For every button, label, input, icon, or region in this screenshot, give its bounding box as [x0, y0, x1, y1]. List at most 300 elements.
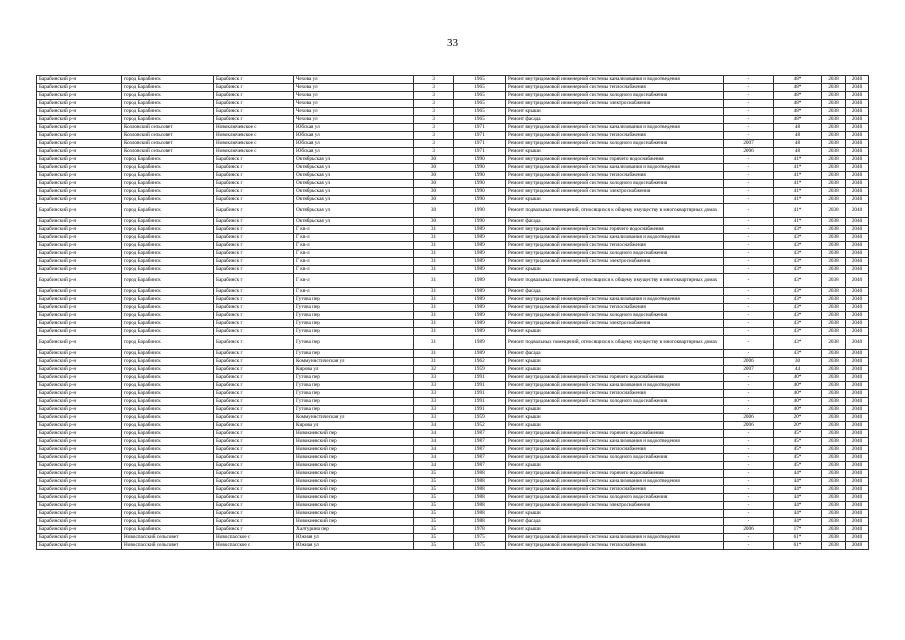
work-type-cell: Ремонт внутридомовой инженерной системы электроснабжения: [506, 258, 724, 266]
house-number-cell: 30: [414, 204, 454, 218]
last-repair-year-cell: -: [724, 470, 774, 478]
house-number-cell: 31: [414, 234, 454, 242]
district-cell: Барабинский р-н: [37, 454, 122, 462]
work-type-cell: Ремонт внутридомовой инженерной системы холодного водоснабжения: [506, 180, 724, 188]
last-repair-year-cell: -: [724, 196, 774, 204]
municipality-cell: город Барабинск: [122, 526, 214, 534]
plan-start-year-cell: 2038: [822, 76, 846, 84]
house-number-cell: 35: [414, 526, 454, 534]
work-type-cell: Ремонт внутридомовой инженерной системы теплоснабжения: [506, 132, 724, 140]
street-cell: Гутова пер: [294, 382, 414, 390]
house-number-cell: 3: [414, 116, 454, 124]
wear-percent-cell: 48*: [774, 76, 822, 84]
wear-percent-cell: 48: [774, 140, 822, 148]
locality-cell: Барабинск г: [214, 116, 294, 124]
plan-end-year-cell: 2040: [846, 486, 869, 494]
wear-percent-cell: 45*: [774, 462, 822, 470]
municipality-cell: город Барабинск: [122, 84, 214, 92]
plan-end-year-cell: 2040: [846, 164, 869, 172]
plan-start-year-cell: 2038: [822, 486, 846, 494]
table-row: [37, 180, 869, 188]
plan-end-year-cell: 2040: [846, 510, 869, 518]
work-type-cell: Ремонт крыши: [506, 328, 724, 336]
district-cell: Барабинский р-н: [37, 180, 122, 188]
build-year-cell: 1988: [454, 470, 506, 478]
municipality-cell: Козловский сельсовет: [122, 148, 214, 156]
street-cell: Новокиевский пер: [294, 462, 414, 470]
locality-cell: Барабинск г: [214, 258, 294, 266]
wear-percent-cell: 44*: [774, 494, 822, 502]
house-number-cell: 33: [414, 374, 454, 382]
build-year-cell: 1952: [454, 422, 506, 430]
locality-cell: Барабинск г: [214, 382, 294, 390]
page-number: 33: [447, 37, 458, 49]
work-type-cell: Ремонт крыши: [506, 196, 724, 204]
municipality-cell: город Барабинск: [122, 274, 214, 288]
street-cell: Новокиевский пер: [294, 502, 414, 510]
municipality-cell: город Барабинск: [122, 336, 214, 350]
street-cell: Гутова пер: [294, 320, 414, 328]
municipality-cell: город Барабинск: [122, 180, 214, 188]
house-number-cell: 3: [414, 132, 454, 140]
last-repair-year-cell: -: [724, 108, 774, 116]
plan-start-year-cell: 2038: [822, 108, 846, 116]
last-repair-year-cell: 2006: [724, 526, 774, 534]
table-row: [37, 164, 869, 172]
district-cell: Барабинский р-н: [37, 274, 122, 288]
build-year-cell: 1971: [454, 132, 506, 140]
last-repair-year-cell: -: [724, 446, 774, 454]
table-row: [37, 382, 869, 390]
work-type-cell: Ремонт крыши: [506, 462, 724, 470]
last-repair-year-cell: -: [724, 242, 774, 250]
plan-start-year-cell: 2038: [822, 124, 846, 132]
district-cell: Барабинский р-н: [37, 328, 122, 336]
district-cell: Барабинский р-н: [37, 478, 122, 486]
table-row: [37, 510, 869, 518]
locality-cell: Барабинск г: [214, 390, 294, 398]
last-repair-year-cell: -: [724, 116, 774, 124]
locality-cell: Новоключевское с: [214, 148, 294, 156]
work-type-cell: Ремонт внутридомовой инженерной системы канализования и водоотведения: [506, 438, 724, 446]
wear-percent-cell: 40*: [774, 406, 822, 414]
plan-end-year-cell: 2040: [846, 478, 869, 486]
plan-start-year-cell: 2038: [822, 266, 846, 274]
wear-percent-cell: 40*: [774, 382, 822, 390]
street-cell: Гутова пер: [294, 328, 414, 336]
wear-percent-cell: 43*: [774, 288, 822, 296]
street-cell: Новокиевский пер: [294, 494, 414, 502]
municipality-cell: город Барабинск: [122, 510, 214, 518]
wear-percent-cell: 43*: [774, 274, 822, 288]
district-cell: Барабинский р-н: [37, 430, 122, 438]
table-row: [37, 414, 869, 422]
table-row: [37, 188, 869, 196]
plan-start-year-cell: 2038: [822, 454, 846, 462]
street-cell: Коммунистическая ул: [294, 414, 414, 422]
house-number-cell: 31: [414, 350, 454, 358]
build-year-cell: 1965: [454, 76, 506, 84]
plan-end-year-cell: 2040: [846, 196, 869, 204]
street-cell: Чехова ул: [294, 84, 414, 92]
table-row: [37, 196, 869, 204]
locality-cell: Барабинск г: [214, 478, 294, 486]
plan-end-year-cell: 2040: [846, 414, 869, 422]
plan-start-year-cell: 2038: [822, 258, 846, 266]
plan-start-year-cell: 2038: [822, 84, 846, 92]
house-number-cell: 31: [414, 296, 454, 304]
last-repair-year-cell: -: [724, 320, 774, 328]
plan-end-year-cell: 2040: [846, 358, 869, 366]
locality-cell: Барабинск г: [214, 92, 294, 100]
plan-start-year-cell: 2038: [822, 172, 846, 180]
street-cell: Гутова пер: [294, 398, 414, 406]
wear-percent-cell: 43*: [774, 336, 822, 350]
street-cell: Гутова пер: [294, 390, 414, 398]
district-cell: Барабинский р-н: [37, 382, 122, 390]
locality-cell: Барабинск г: [214, 234, 294, 242]
wear-percent-cell: 43*: [774, 328, 822, 336]
work-type-cell: Ремонт внутридомовой инженерной системы канализования и водоотведения: [506, 164, 724, 172]
locality-cell: Барабинск г: [214, 422, 294, 430]
plan-end-year-cell: 2040: [846, 422, 869, 430]
wear-percent-cell: 48*: [774, 84, 822, 92]
house-number-cell: 31: [414, 258, 454, 266]
build-year-cell: 1971: [454, 140, 506, 148]
last-repair-year-cell: -: [724, 382, 774, 390]
table-row: [37, 304, 869, 312]
municipality-cell: город Барабинск: [122, 172, 214, 180]
house-number-cell: 31: [414, 320, 454, 328]
house-number-cell: 35: [414, 518, 454, 526]
locality-cell: Барабинск г: [214, 164, 294, 172]
district-cell: Барабинский р-н: [37, 100, 122, 108]
plan-start-year-cell: 2038: [822, 274, 846, 288]
last-repair-year-cell: -: [724, 226, 774, 234]
house-number-cell: 30: [414, 196, 454, 204]
work-type-cell: Ремонт внутридомовой инженерной системы канализования и водоотведения: [506, 478, 724, 486]
street-cell: Южная ул: [294, 542, 414, 550]
locality-cell: Барабинск г: [214, 470, 294, 478]
plan-start-year-cell: 2038: [822, 304, 846, 312]
work-type-cell: Ремонт внутридомовой инженерной системы холодного водоснабжения: [506, 494, 724, 502]
table-row: [37, 296, 869, 304]
work-type-cell: Ремонт крыши: [506, 422, 724, 430]
locality-cell: Барабинск г: [214, 502, 294, 510]
wear-percent-cell: 44: [774, 366, 822, 374]
locality-cell: Барабинск г: [214, 226, 294, 234]
work-type-cell: Ремонт крыши: [506, 526, 724, 534]
build-year-cell: 1988: [454, 494, 506, 502]
work-type-cell: Ремонт внутридомовой инженерной системы теплоснабжения: [506, 84, 724, 92]
plan-end-year-cell: 2040: [846, 430, 869, 438]
house-number-cell: 30: [414, 164, 454, 172]
district-cell: Барабинский р-н: [37, 188, 122, 196]
plan-end-year-cell: 2040: [846, 288, 869, 296]
wear-percent-cell: 43*: [774, 304, 822, 312]
locality-cell: Барабинск г: [214, 526, 294, 534]
build-year-cell: 1989: [454, 258, 506, 266]
wear-percent-cell: 43*: [774, 350, 822, 358]
work-type-cell: Ремонт крыши: [506, 148, 724, 156]
plan-start-year-cell: 2038: [822, 462, 846, 470]
plan-end-year-cell: 2040: [846, 454, 869, 462]
build-year-cell: 1989: [454, 250, 506, 258]
wear-percent-cell: 44*: [774, 510, 822, 518]
street-cell: Новокиевский пер: [294, 470, 414, 478]
last-repair-year-cell: 2007: [724, 140, 774, 148]
plan-start-year-cell: 2038: [822, 542, 846, 550]
house-number-cell: 35: [414, 502, 454, 510]
plan-start-year-cell: 2038: [822, 430, 846, 438]
house-number-cell: 35: [414, 510, 454, 518]
plan-start-year-cell: 2038: [822, 494, 846, 502]
work-type-cell: Ремонт внутридомовой инженерной системы холодного водоснабжения: [506, 398, 724, 406]
locality-cell: Барабинск г: [214, 288, 294, 296]
district-cell: Барабинский р-н: [37, 312, 122, 320]
district-cell: Барабинский р-н: [37, 526, 122, 534]
build-year-cell: 1989: [454, 288, 506, 296]
plan-end-year-cell: 2040: [846, 100, 869, 108]
plan-end-year-cell: 2040: [846, 438, 869, 446]
wear-percent-cell: 48: [774, 124, 822, 132]
build-year-cell: 1965: [454, 116, 506, 124]
house-number-cell: 31: [414, 288, 454, 296]
locality-cell: Барабинск г: [214, 312, 294, 320]
wear-percent-cell: 45*: [774, 454, 822, 462]
street-cell: Юбская ул: [294, 132, 414, 140]
street-cell: Гутова пер: [294, 374, 414, 382]
plan-start-year-cell: 2038: [822, 502, 846, 510]
municipality-cell: город Барабинск: [122, 76, 214, 84]
table-row: [37, 274, 869, 288]
wear-percent-cell: 44*: [774, 486, 822, 494]
municipality-cell: город Барабинск: [122, 390, 214, 398]
build-year-cell: 1989: [454, 234, 506, 242]
last-repair-year-cell: -: [724, 312, 774, 320]
locality-cell: Барабинск г: [214, 406, 294, 414]
house-number-cell: 31: [414, 266, 454, 274]
house-number-cell: 3: [414, 92, 454, 100]
street-cell: Чехова ул: [294, 76, 414, 84]
plan-start-year-cell: 2038: [822, 250, 846, 258]
municipality-cell: город Барабинск: [122, 320, 214, 328]
wear-percent-cell: 43*: [774, 296, 822, 304]
house-number-cell: 31: [414, 250, 454, 258]
municipality-cell: город Барабинск: [122, 92, 214, 100]
build-year-cell: 1989: [454, 304, 506, 312]
plan-end-year-cell: 2040: [846, 398, 869, 406]
wear-percent-cell: 61*: [774, 534, 822, 542]
wear-percent-cell: 43*: [774, 226, 822, 234]
last-repair-year-cell: -: [724, 494, 774, 502]
plan-end-year-cell: 2040: [846, 304, 869, 312]
street-cell: Новокиевский пер: [294, 510, 414, 518]
plan-end-year-cell: 2040: [846, 390, 869, 398]
last-repair-year-cell: -: [724, 502, 774, 510]
street-cell: Новокиевский пер: [294, 454, 414, 462]
district-cell: Барабинский р-н: [37, 518, 122, 526]
house-number-cell: 32: [414, 366, 454, 374]
plan-end-year-cell: 2040: [846, 92, 869, 100]
work-type-cell: Ремонт внутридомовой инженерной системы теплоснабжения: [506, 542, 724, 550]
table-row: [37, 140, 869, 148]
locality-cell: Барабинск г: [214, 274, 294, 288]
plan-start-year-cell: 2038: [822, 518, 846, 526]
street-cell: Гутова пер: [294, 312, 414, 320]
table-row: [37, 486, 869, 494]
table-row: [37, 92, 869, 100]
district-cell: Барабинский р-н: [37, 116, 122, 124]
house-number-cell: 35: [414, 486, 454, 494]
plan-start-year-cell: 2038: [822, 336, 846, 350]
plan-start-year-cell: 2038: [822, 312, 846, 320]
wear-percent-cell: 41*: [774, 204, 822, 218]
plan-end-year-cell: 2040: [846, 242, 869, 250]
plan-start-year-cell: 2038: [822, 382, 846, 390]
house-number-cell: 30: [414, 188, 454, 196]
house-number-cell: 35: [414, 478, 454, 486]
house-number-cell: 3: [414, 84, 454, 92]
municipality-cell: город Барабинск: [122, 366, 214, 374]
plan-start-year-cell: 2038: [822, 438, 846, 446]
table-row: [37, 156, 869, 164]
build-year-cell: 1989: [454, 350, 506, 358]
wear-percent-cell: 44*: [774, 470, 822, 478]
municipality-cell: город Барабинск: [122, 188, 214, 196]
district-cell: Барабинский р-н: [37, 358, 122, 366]
street-cell: Гутова пер: [294, 350, 414, 358]
plan-end-year-cell: 2040: [846, 312, 869, 320]
last-repair-year-cell: 2006: [724, 148, 774, 156]
district-cell: Барабинский р-н: [37, 406, 122, 414]
wear-percent-cell: 44*: [774, 518, 822, 526]
plan-start-year-cell: 2038: [822, 116, 846, 124]
work-type-cell: Ремонт внутридомовой инженерной системы теплоснабжения: [506, 446, 724, 454]
wear-percent-cell: 30: [774, 358, 822, 366]
locality-cell: Барабинск г: [214, 250, 294, 258]
locality-cell: Барабинск г: [214, 218, 294, 226]
work-type-cell: Ремонт внутридомовой инженерной системы канализования и водоотведения: [506, 76, 724, 84]
plan-start-year-cell: 2038: [822, 398, 846, 406]
work-type-cell: Ремонт внутридомовой инженерной системы канализования и водоотведения: [506, 124, 724, 132]
house-number-cell: 31: [414, 242, 454, 250]
wear-percent-cell: 48*: [774, 116, 822, 124]
locality-cell: Барабинск г: [214, 100, 294, 108]
house-number-cell: 35: [414, 542, 454, 550]
last-repair-year-cell: -: [724, 172, 774, 180]
plan-end-year-cell: 2040: [846, 116, 869, 124]
house-number-cell: 3: [414, 76, 454, 84]
municipality-cell: город Барабинск: [122, 226, 214, 234]
plan-start-year-cell: 2038: [822, 510, 846, 518]
municipality-cell: город Барабинск: [122, 462, 214, 470]
district-cell: Барабинский р-н: [37, 196, 122, 204]
work-type-cell: Ремонт внутридомовой инженерной системы теплоснабжения: [506, 242, 724, 250]
wear-percent-cell: 43*: [774, 258, 822, 266]
wear-percent-cell: 48: [774, 148, 822, 156]
street-cell: Октябрьская ул: [294, 172, 414, 180]
last-repair-year-cell: -: [724, 350, 774, 358]
wear-percent-cell: 41*: [774, 188, 822, 196]
last-repair-year-cell: -: [724, 534, 774, 542]
table-row: [37, 124, 869, 132]
work-type-cell: Ремонт крыши: [506, 358, 724, 366]
district-cell: Барабинский р-н: [37, 374, 122, 382]
district-cell: Барабинский р-н: [37, 304, 122, 312]
municipality-cell: город Барабинск: [122, 296, 214, 304]
work-type-cell: Ремонт внутридомовой инженерной системы холодного водоснабжения: [506, 140, 724, 148]
municipality-cell: город Барабинск: [122, 156, 214, 164]
table-row: [37, 242, 869, 250]
district-cell: Барабинский р-н: [37, 132, 122, 140]
plan-end-year-cell: 2040: [846, 140, 869, 148]
district-cell: Барабинский р-н: [37, 320, 122, 328]
table-row: [37, 288, 869, 296]
table-row: [37, 494, 869, 502]
table-row: [37, 390, 869, 398]
municipality-cell: город Барабинск: [122, 430, 214, 438]
wear-percent-cell: 43*: [774, 250, 822, 258]
municipality-cell: город Барабинск: [122, 234, 214, 242]
locality-cell: Барабинск г: [214, 84, 294, 92]
plan-end-year-cell: 2040: [846, 156, 869, 164]
municipality-cell: город Барабинск: [122, 304, 214, 312]
district-cell: Барабинский р-н: [37, 462, 122, 470]
plan-end-year-cell: 2040: [846, 350, 869, 358]
municipality-cell: город Барабинск: [122, 382, 214, 390]
build-year-cell: 1987: [454, 462, 506, 470]
build-year-cell: 1989: [454, 242, 506, 250]
plan-start-year-cell: 2038: [822, 226, 846, 234]
district-cell: Барабинский р-н: [37, 242, 122, 250]
street-cell: Новокиевский пер: [294, 430, 414, 438]
plan-end-year-cell: 2040: [846, 366, 869, 374]
locality-cell: Барабинск г: [214, 242, 294, 250]
table-row: [37, 76, 869, 84]
wear-percent-cell: 48*: [774, 100, 822, 108]
plan-start-year-cell: 2038: [822, 534, 846, 542]
build-year-cell: 1987: [454, 454, 506, 462]
build-year-cell: 1990: [454, 196, 506, 204]
street-cell: Г кв-л: [294, 288, 414, 296]
street-cell: Южная ул: [294, 534, 414, 542]
locality-cell: Барабинск г: [214, 188, 294, 196]
build-year-cell: 1990: [454, 164, 506, 172]
municipality-cell: Козловский сельсовет: [122, 140, 214, 148]
plan-end-year-cell: 2040: [846, 406, 869, 414]
district-cell: Барабинский р-н: [37, 148, 122, 156]
plan-end-year-cell: 2040: [846, 188, 869, 196]
street-cell: Гутова пер: [294, 304, 414, 312]
work-type-cell: Ремонт крыши: [506, 414, 724, 422]
district-cell: Барабинский р-н: [37, 534, 122, 542]
wear-percent-cell: 45*: [774, 430, 822, 438]
wear-percent-cell: 20*: [774, 422, 822, 430]
table-row: [37, 226, 869, 234]
work-type-cell: Ремонт внутридомовой инженерной системы теплоснабжения: [506, 172, 724, 180]
last-repair-year-cell: -: [724, 398, 774, 406]
work-type-cell: Ремонт внутридомовой инженерной системы холодного водоснабжения: [506, 92, 724, 100]
plan-end-year-cell: 2040: [846, 320, 869, 328]
house-number-cell: 31: [414, 312, 454, 320]
plan-end-year-cell: 2040: [846, 108, 869, 116]
street-cell: Чехова ул: [294, 92, 414, 100]
build-year-cell: 1988: [454, 510, 506, 518]
plan-start-year-cell: 2038: [822, 366, 846, 374]
build-year-cell: 1962: [454, 358, 506, 366]
house-number-cell: 31: [414, 226, 454, 234]
